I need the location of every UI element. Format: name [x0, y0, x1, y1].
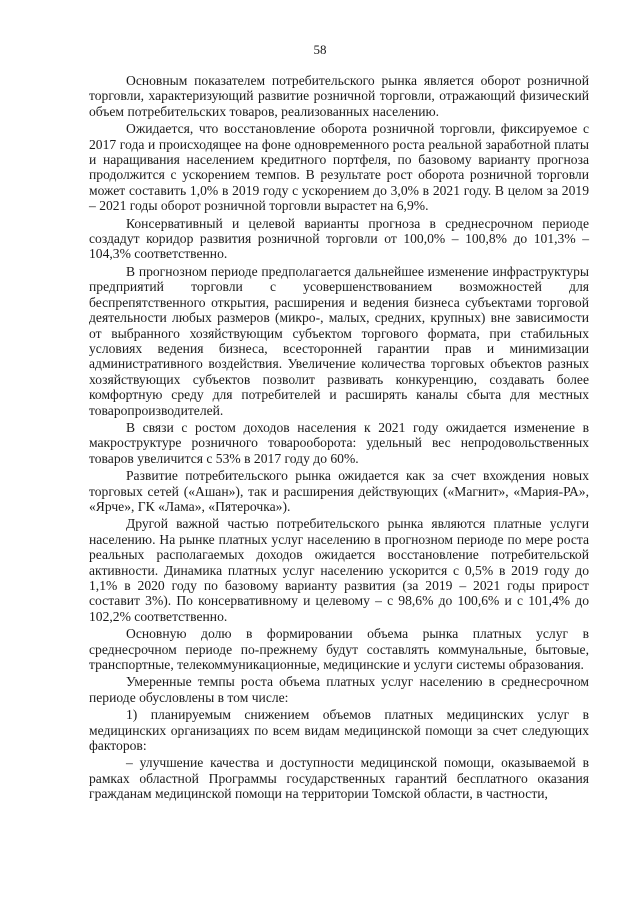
- paragraph: Умеренные темпы роста объема платных услуг населению в среднесрочном периоде обусловлены в том числе:: [89, 674, 589, 705]
- paragraph: Основную долю в формировании объема рынка платных услуг в среднесрочном периоде по-прежнему будут составлять коммунальные, бытовые, транспортные, телекоммуникационные, медицинские и услуги системы образования.: [89, 626, 589, 673]
- page-number: 58: [313, 42, 327, 57]
- paragraph: Другой важной частью потребительского рынка являются платные услуги населению. На рынке платных услуг населению в прогнозном периоде по мере роста реальных располагаемых доходов ожидается восстановление потребительской активности. Динамика платных услуг населению ускорится с 0,5% в 2019 году до 1,1% в 2020 году по базовому варианту развития (за 2019 – 2021 годы прирост составит 3%). По консервативному и целевому – с 98,6% до 100,6% и с 101,4% до 102,2% соответственно.: [89, 516, 589, 624]
- paragraph: Консервативный и целевой варианты прогноза в среднесрочном периоде создадут коридор развития розничной торговли от 100,0% – 100,8% до 101,3% – 104,3% соответственно.: [89, 215, 589, 262]
- paragraph: Основным показателем потребительского рынка является оборот розничной торговли, характеризующий развитие розничной торговли, отражающий физический объем потребительских товаров, реализованных населению.: [89, 73, 589, 119]
- paragraph: Ожидается, что восстановление оборота розничной торговли, фиксируемое с 2017 года и происходящее на фоне одновременного роста реальной заработной платы и наращивания населением кредитного портфеля, по базовому варианту прогноза продолжится с ускорением темпов. В результате рост оборота розничной торговли может составить 1,0% в 2019 году с ускорением до 3,0% в 2021 году. В целом за 2019 – 2021 годы оборот розничной торговли вырастет на 6,9%.: [89, 121, 589, 214]
- paragraph: Развитие потребительского рынка ожидается как за счет вхождения новых торговых сетей («Ашан»), так и расширения действующих («Магнит», «Мария-РА», «Ярче», ГК «Лама», «Пятерочка»).: [89, 468, 589, 514]
- paragraph: В прогнозном периоде предполагается дальнейшее изменение инфраструктуры предприятий торговли с усовершенствованием возможностей для беспрепятственного открытия, расширения и ведения бизнеса субъектами торговой деятельности любых размеров (микро-, малых, средних, крупных) вне зависимости от выбранного хозяйствующим субъектом торгового формата, при стабильных условиях ведения бизнеса, всесторонней гарантии прав и минимизации административного воздействия. Увеличение количества торговых объектов разных хозяйствующих субъектов позволит развивать конкуренцию, создавать более комфортную среду для потребителей и расширять каналы сбыта для местных товаропроизводителей.: [89, 263, 589, 418]
- paragraph: 1) планируемым снижением объемов платных медицинских услуг в медицинских организациях по всем видам медицинской помощи за счет следующих факторов:: [89, 707, 589, 754]
- paragraph: В связи с ростом доходов населения к 2021 году ожидается изменение в макроструктуре розничного товарооборота: удельный вес непродовольственных товаров увеличится с 53% в 2017 году до 60%.: [89, 419, 589, 466]
- body-text: [89, 73, 589, 804]
- paragraph: – улучшение качества и доступности медицинской помощи, оказываемой в рамках областной Программы государственных гарантий бесплатного оказания гражданам медицинской помощи на территории Томской области, в частности,: [89, 755, 589, 802]
